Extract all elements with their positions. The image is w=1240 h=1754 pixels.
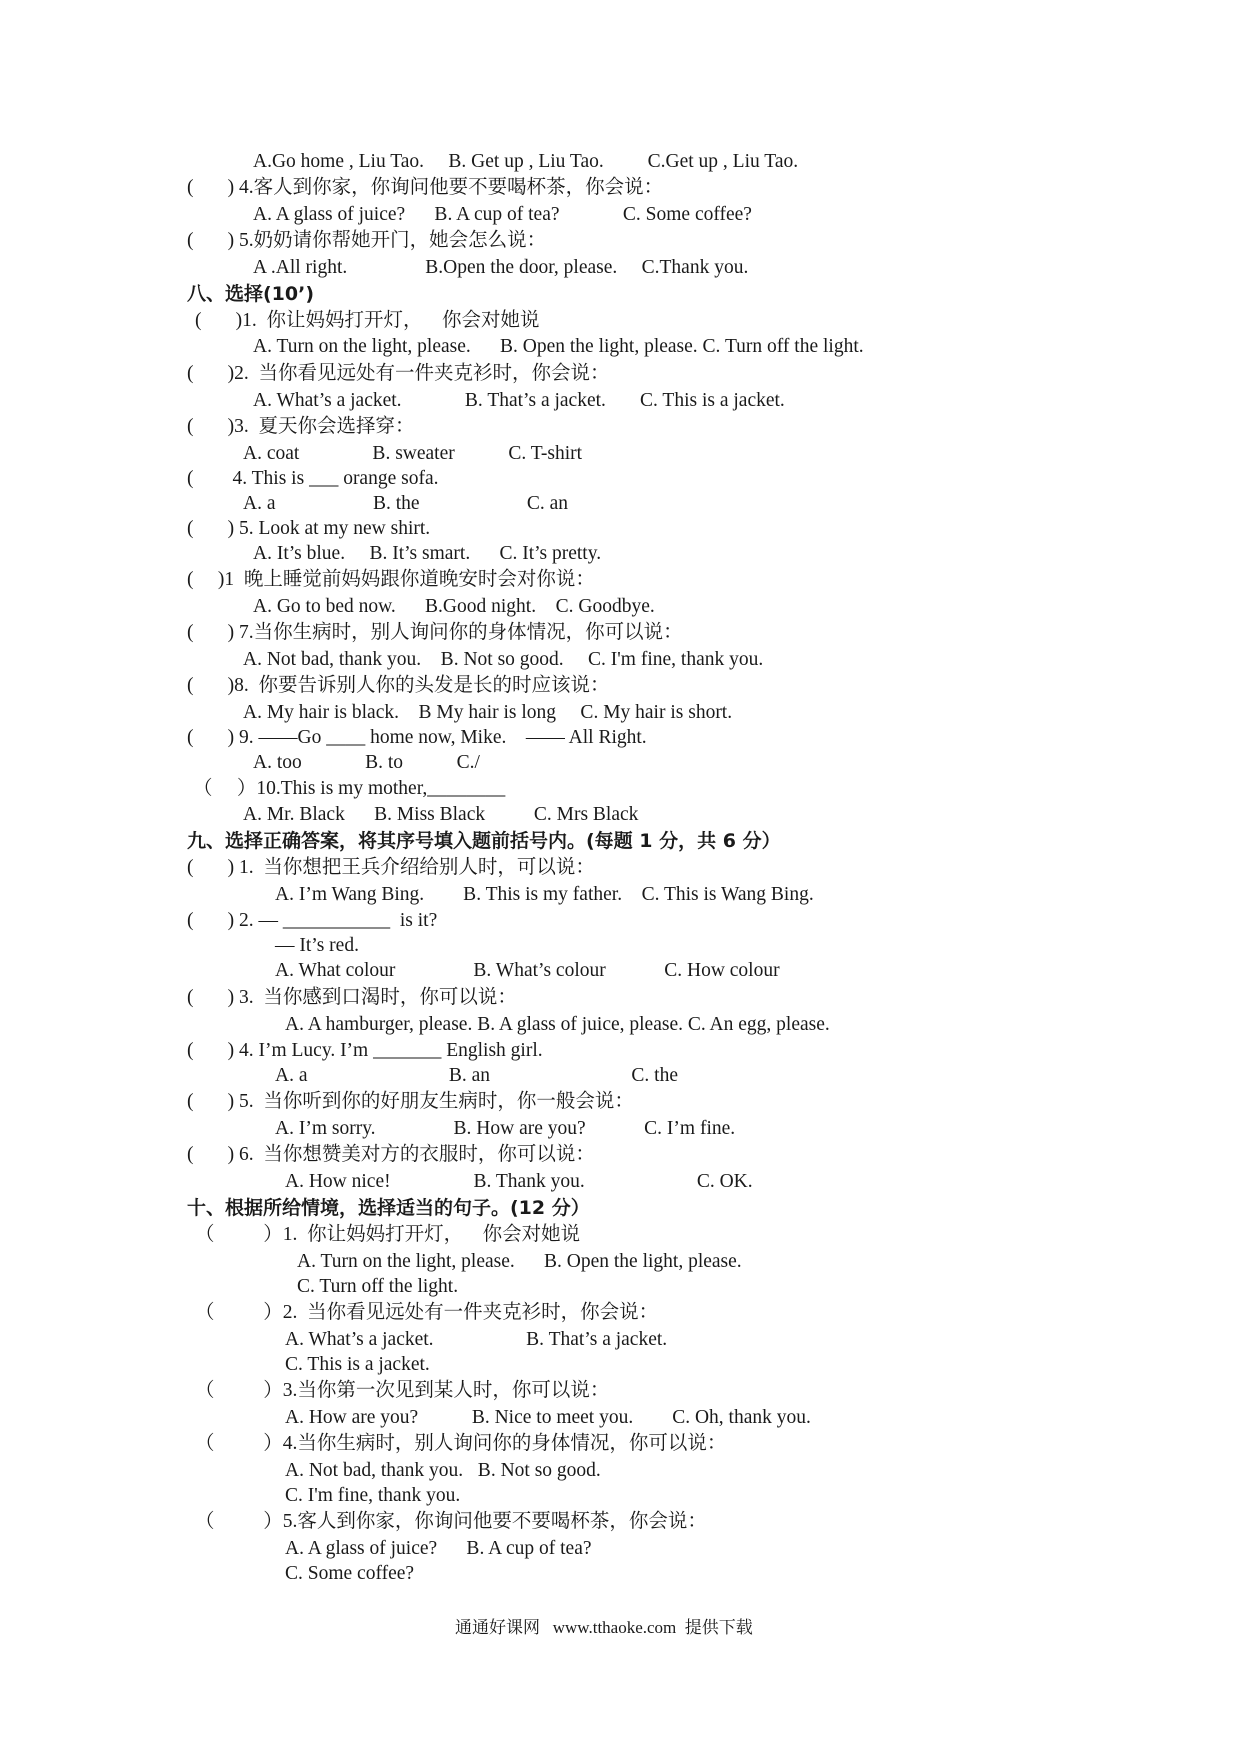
question-item: ( ) 1. 当你想把王兵介绍给别人时，可以说：: [187, 857, 595, 878]
answer-options: A. What’s a jacket. B. That’s a jacket. C. This is a jacket.: [253, 390, 785, 411]
answer-options: A. Mr. Black B. Miss Black C. Mrs Black: [243, 804, 639, 825]
answer-options: A. a B. the C. an: [243, 493, 568, 514]
section-heading: 八、选择(10’): [187, 283, 315, 305]
question-item: （ ）1. 你让妈妈打开灯， 你会对她说: [195, 1224, 581, 1245]
page-footer: 通通好课网 www.tthaoke.com 提供下载: [455, 1618, 753, 1637]
answer-options: A. A hamburger, please. B. A glass of juice, please. C. An egg, please.: [285, 1014, 830, 1035]
question-item: （ ）10.This is my mother,________: [193, 778, 506, 799]
answer-options: A. Turn on the light, please. B. Open the light, please. C. Turn off the light.: [253, 336, 864, 357]
question-item: ( 4. This is ___ orange sofa.: [187, 468, 439, 489]
question-item: （ ）5.客人到你家，你询问他要不要喝杯茶，你会说：: [195, 1511, 707, 1532]
answer-options: A. What’s a jacket. B. That’s a jacket.: [285, 1329, 668, 1350]
question-item: ( ) 5. Look at my new shirt.: [187, 518, 431, 539]
answer-options: C. Turn off the light.: [297, 1276, 459, 1297]
answer-options: A .All right. B.Open the door, please. C.Thank you.: [253, 257, 749, 278]
question-item: （ ）3.当你第一次见到某人时，你可以说：: [195, 1380, 610, 1401]
question-item: ( )3. 夏天你会选择穿：: [187, 416, 415, 437]
question-item: ( ) 6. 当你想赞美对方的衣服时，你可以说：: [187, 1144, 595, 1165]
question-item: ( ) 4.客人到你家，你询问他要不要喝杯茶，你会说：: [187, 177, 664, 198]
answer-options: A. a B. an C. the: [275, 1065, 678, 1086]
question-item: ( )8. 你要告诉别人你的头发是长的时应该说：: [187, 675, 610, 696]
question-item: ( ) 5. 当你听到你的好朋友生病时，你一般会说：: [187, 1091, 634, 1112]
answer-options: A.Go home , Liu Tao. B. Get up , Liu Tao. C.Get up , Liu Tao.: [253, 151, 799, 172]
answer-options: A. I’m Wang Bing. B. This is my father. C. This is Wang Bing.: [275, 884, 814, 905]
question-item: （ ）2. 当你看见远处有一件夹克衫时，你会说：: [195, 1302, 659, 1323]
question-item: ( )2. 当你看见远处有一件夹克衫时，你会说：: [187, 363, 610, 384]
answer-options: A. Go to bed now. B.Good night. C. Goodbye.: [253, 596, 655, 617]
answer-options: A. It’s blue. B. It’s smart. C. It’s pretty.: [253, 543, 602, 564]
answer-options: A. What colour B. What’s colour C. How colour: [275, 960, 780, 981]
answer-options: A. I’m sorry. B. How are you? C. I’m fine.: [275, 1118, 736, 1139]
answer-options: A. coat B. sweater C. T-shirt: [243, 443, 583, 464]
question-item: ( )1. 你让妈妈打开灯， 你会对她说: [195, 310, 540, 331]
answer-options: A. Turn on the light, please. B. Open the light, please.: [297, 1251, 742, 1272]
section-heading: 九、选择正确答案，将其序号填入题前括号内。(每题 1 分，共 6 分）: [187, 830, 781, 852]
question-item: ( ) 2. — ___________ is it?: [187, 910, 438, 931]
question-item: ( ) 3. 当你感到口渴时，你可以说：: [187, 987, 517, 1008]
question-item: ( ) 9. ——Go ____ home now, Mike. —— All Right.: [187, 727, 647, 748]
answer-options: A. too B. to C./: [253, 752, 480, 773]
answer-options: C. This is a jacket.: [285, 1354, 430, 1375]
answer-options: A. My hair is black. B My hair is long C. My hair is short.: [243, 702, 733, 723]
answer-options: A. How are you? B. Nice to meet you. C. Oh, thank you.: [285, 1407, 811, 1428]
question-item: ( )1 晚上睡觉前妈妈跟你道晚安时会对你说：: [187, 569, 595, 590]
question-item: ( ) 7.当你生病时，别人询问你的身体情况，你可以说：: [187, 622, 683, 643]
dialogue-reply: — It’s red.: [275, 935, 359, 956]
answer-options: A. Not bad, thank you. B. Not so good. C. I'm fine, thank you.: [243, 649, 764, 670]
answer-options: C. Some coffee?: [285, 1563, 415, 1584]
question-item: ( ) 5.奶奶请你帮她开门，她会怎么说：: [187, 230, 547, 251]
section-heading: 十、根据所给情境，选择适当的句子。(12 分）: [187, 1197, 590, 1219]
answer-options: A. How nice! B. Thank you. C. OK.: [285, 1171, 753, 1192]
answer-options: A. A glass of juice? B. A cup of tea? C. Some coffee?: [253, 204, 752, 225]
question-item: ( ) 4. I’m Lucy. I’m _______ English girl.: [187, 1040, 543, 1061]
answer-options: C. I'm fine, thank you.: [285, 1485, 461, 1506]
question-item: （ ）4.当你生病时，别人询问你的身体情况，你可以说：: [195, 1433, 727, 1454]
answer-options: A. A glass of juice? B. A cup of tea?: [285, 1538, 592, 1559]
answer-options: A. Not bad, thank you. B. Not so good.: [285, 1460, 601, 1481]
